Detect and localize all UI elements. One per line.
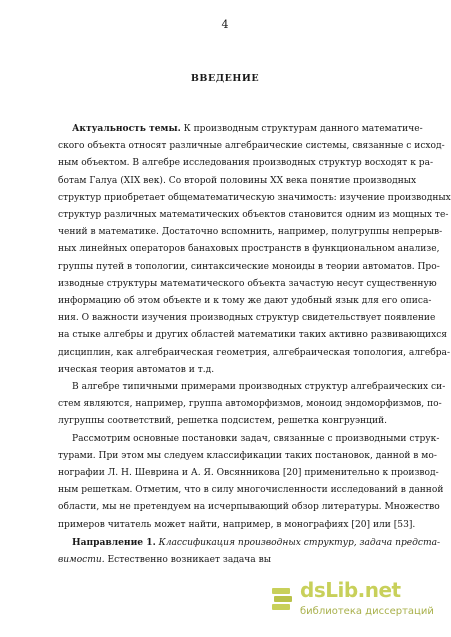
text-line: ния. О важности изучения производных структур свидетельствует появление (58, 313, 436, 324)
text-line: примеров читатель может найти, например, в монографиях [20] или [53]. (58, 519, 416, 530)
text-line: на стыке алгебры и других областей математики таких активно развивающихся (58, 330, 448, 341)
text-line: группы путей в топологии, синтаксические моноиды в теории автоматов. Про- (58, 261, 440, 272)
text-line: ского объекта относят различные алгебраические системы, связанные с исход- (58, 141, 445, 152)
watermark (270, 578, 445, 628)
body-text (58, 120, 451, 569)
text-line: ных линейных операторов банаховых пространств в функциональном анализе, (58, 244, 440, 255)
text-line (58, 534, 441, 552)
text-line: чений в математике. Достаточно вспомнить, например, полугруппы непрерыв- (58, 227, 443, 238)
text-line: ным объектом. В алгебре исследования производных структур восходят к ра- (58, 158, 434, 169)
text-run: вимости. (58, 555, 105, 566)
watermark-title: dsLib.net (300, 578, 401, 602)
text-line: ботам Галуа (XIX век). Со второй половины XX века понятие производных (58, 175, 417, 186)
page-number: 4 (221, 18, 229, 31)
text-line: структур различных математических объектов становится одним из мощных те- (58, 210, 449, 221)
text-line: Рассмотрим основные постановки задач, связанные с производными струк- (72, 433, 440, 444)
text-line: ным решеткам. Отметим, что в силу многочисленности исследований в данной (58, 485, 444, 496)
paragraph-lead: Актуальность темы. (72, 123, 181, 134)
text-run: Классификация производных структур, задача предста- (155, 537, 441, 548)
text-line: изводные структуры математического объекта зачастую несут существенную (58, 278, 437, 289)
text-line: дисциплин, как алгебраическая геометрия, алгебраическая топология, алгебра- (58, 347, 451, 358)
section-heading: ВВЕДЕНИЕ (190, 73, 260, 84)
book-stack-icon (270, 584, 294, 614)
text-run: Естественно возникает задача вы (104, 555, 271, 566)
text-line: нографии Л. Н. Шеврина и А. Я. Овсянникова [20] применительно к производ- (58, 468, 439, 479)
text-line: стем являются, например, группа автоморфизмов, моноид эндоморфизмов, по- (58, 399, 442, 410)
text-line (58, 552, 398, 569)
text-line: информацию об этом объекте и к тому же дают удобный язык для его описа- (58, 296, 432, 307)
text-line: области, мы не претендуем на исчерпывающий обзор литературы. Множество (58, 502, 440, 513)
text-line: лугруппы соответствий, решетка подсистем, решетка конгруэнций. (58, 416, 388, 427)
text-line: ическая теория автоматов и т.д. (58, 364, 215, 375)
watermark-subtitle: библиотека диссертаций (300, 606, 434, 617)
text-run: К производным структурам данного математиче- (180, 124, 423, 134)
text-line: турами. При этом мы следуем классификации таких постановок, данной в мо- (58, 450, 437, 461)
text-line (58, 120, 423, 138)
text-line: структур приобретает общематематическую значимость: изучение производных (58, 192, 451, 203)
text-line: В алгебре типичными примерами производных структур алгебраических си- (72, 382, 446, 393)
paragraph-lead: Направление 1. (72, 536, 156, 548)
